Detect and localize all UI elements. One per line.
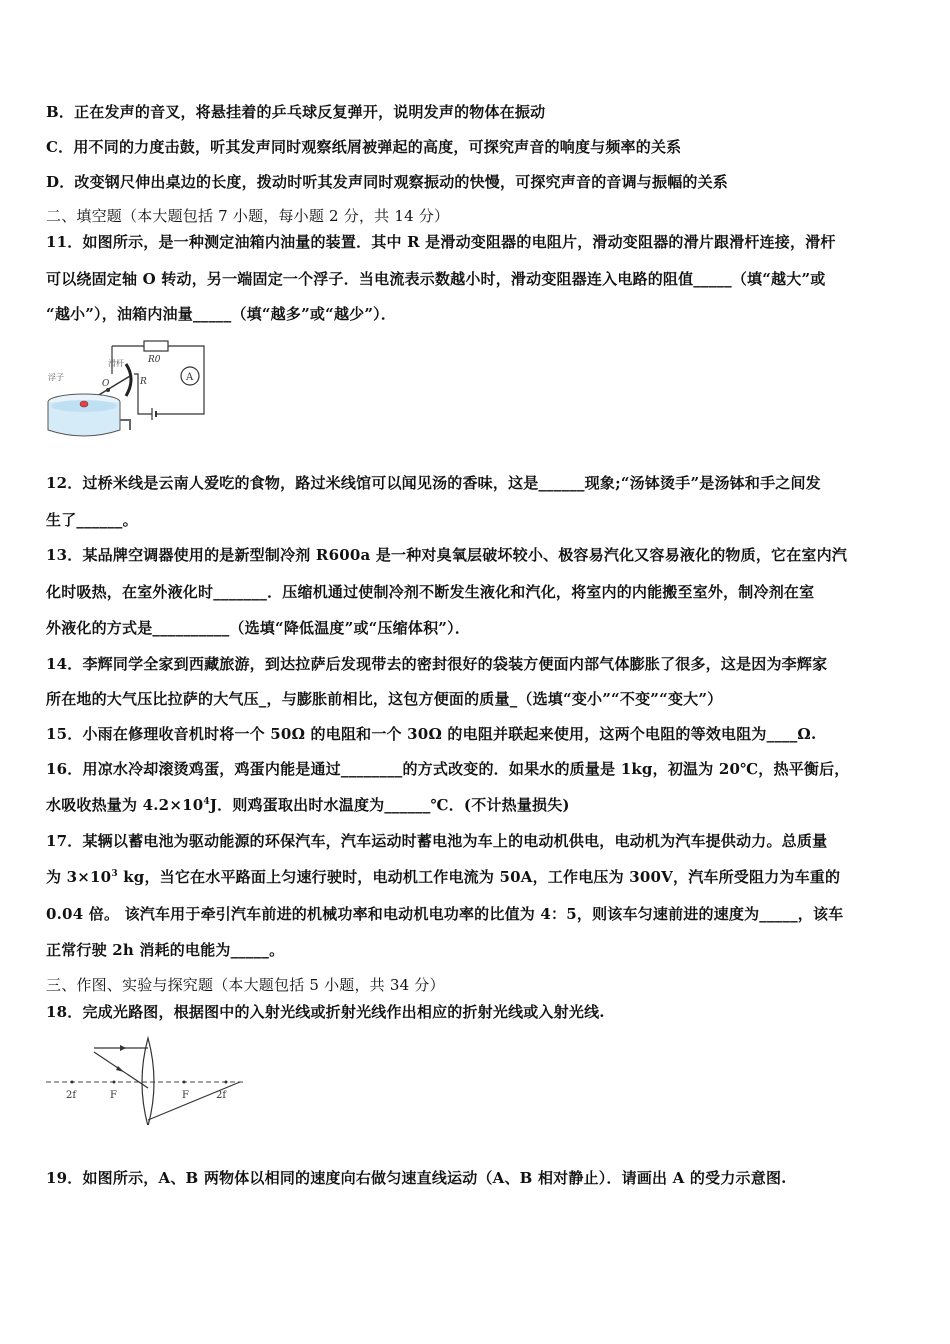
q18-line1: 18．完成光路图，根据图中的入射光线或折射光线作出相应的折射光线或入射光线. bbox=[46, 1003, 605, 1021]
q12-line2: 生了______。 bbox=[46, 511, 138, 529]
option-b: B．正在发声的音叉，将悬挂着的乒乓球反复弹开，说明发声的物体在振动 bbox=[46, 103, 546, 121]
q17-current-text: kg，当它在水平路面上匀速行驶时，电动机工作电流为 50A，工作电压为 300V，汽车所受阻力为车重的 bbox=[117, 868, 841, 886]
q17-exponent: 3 bbox=[111, 869, 118, 879]
option-d: D．改变钢尺伸出桌边的长度，拨动时听其发声同时观察振动的快慢，可探究声音的音调与振幅的关系 bbox=[46, 173, 729, 191]
left-2f-label: 2f bbox=[66, 1090, 77, 1101]
section-3-heading: 三、作图、实验与探究题（本大题包括 5 小题，共 34 分） bbox=[46, 976, 445, 994]
q13-line3: 外液化的方式是__________（选填“降低温度”或“压缩体积”）． bbox=[46, 619, 471, 637]
q12-line1: 12．过桥米线是云南人爱吃的食物，路过米线馆可以闻见汤的香味，这是______现象;“汤钵烫手”是汤钵和手之间发 bbox=[46, 474, 821, 492]
r-label: R bbox=[140, 377, 147, 387]
q11-line1: 11．如图所示，是一种测定油箱内油量的装置．其中 R 是滑动变阻器的电阻片，滑动变阻器的滑片跟滑杆连接，滑杆 bbox=[46, 233, 836, 251]
lens-ray-figure bbox=[44, 1030, 254, 1125]
q16-line1: 16．用凉水冷却滚烫鸡蛋，鸡蛋内能是通过________的方式改变的．如果水的质量是 1kg，初温为 20℃，热平衡后， bbox=[46, 760, 850, 778]
q17-line1: 17．某辆以蓄电池为驱动能源的环保汽车，汽车运动时蓄电池为车上的电动机供电，电动机为汽车提供动力。总质量 bbox=[46, 832, 828, 850]
right-2f-label: 2f bbox=[216, 1090, 227, 1101]
q14-line2: 所在地的大气压比拉萨的大气压_，与膨胀前相比，这包方便面的质量_（选填“变小”“不变”“变大”） bbox=[46, 690, 723, 708]
q17-line3: 0.04 倍。 该汽车用于牵引汽车前进的机械功率和电动机电功率的比值为 4：5，则该车匀速前进的速度为_____，该车 bbox=[46, 905, 844, 923]
q17-line2 bbox=[46, 867, 908, 887]
option-c: C．用不同的力度击鼓，听其发声同时观察纸屑被弹起的高度，可探究声音的响度与频率的关系 bbox=[46, 138, 682, 156]
q19-line1: 19．如图所示，A、B 两物体以相同的速度向右做匀速直线运动（A、B 相对静止）．请画出 A 的受力示意图. bbox=[46, 1169, 787, 1187]
pivot-o-label: O bbox=[102, 379, 110, 389]
q11-line2: 可以绕固定轴 O 转动，另一端固定一个浮子．当电流表示数越小时，滑动变阻器连入电路的阻值_____（填“越大”或 bbox=[46, 270, 826, 288]
ammeter-label: A bbox=[186, 372, 194, 383]
q11-line3: “越小”），油箱内油量_____（填“越多”或“越少”）． bbox=[46, 305, 397, 323]
q16-line2 bbox=[46, 795, 908, 815]
q16-heat-text: 水吸收热量为 4.2×10 bbox=[46, 796, 204, 814]
r0-label: R0 bbox=[148, 355, 161, 365]
rod-label: 滑杆 bbox=[108, 359, 124, 368]
right-f-label: F bbox=[182, 1090, 189, 1101]
q16-temp-text: J．则鸡蛋取出时水温度为______℃．(不计热量损失) bbox=[209, 796, 570, 814]
float-label: 浮子 bbox=[48, 373, 64, 382]
q15-line1: 15．小雨在修理收音机时将一个 50Ω 的电阻和一个 30Ω 的电阻并联起来使用，这两个电阻的等效电阻为____Ω. bbox=[46, 725, 817, 743]
left-f-label: F bbox=[110, 1090, 117, 1101]
section-2-heading: 二、填空题（本大题包括 7 小题，每小题 2 分，共 14 分） bbox=[46, 207, 450, 225]
q13-line2: 化时吸热，在室外液化时_______．压缩机通过使制冷剂不断发生液化和汽化，将室内的内能搬至室外，制冷剂在室 bbox=[46, 583, 815, 601]
oil-gauge-circuit-figure bbox=[44, 334, 214, 444]
q13-line1: 13．某品牌空调器使用的是新型制冷剂 R600a 是一种对臭氧层破坏较小、极容易汽化又容易液化的物质，它在室内汽 bbox=[46, 546, 848, 564]
q17-line4: 正常行驶 2h 消耗的电能为_____。 bbox=[46, 941, 285, 959]
q14-line1: 14．李辉同学全家到西藏旅游，到达拉萨后发现带去的密封很好的袋装方便面内部气体膨胀了很多，这是因为李辉家 bbox=[46, 655, 828, 673]
q16-exponent: 4 bbox=[203, 797, 210, 807]
q17-mass-text: 为 3×10 bbox=[46, 868, 112, 886]
